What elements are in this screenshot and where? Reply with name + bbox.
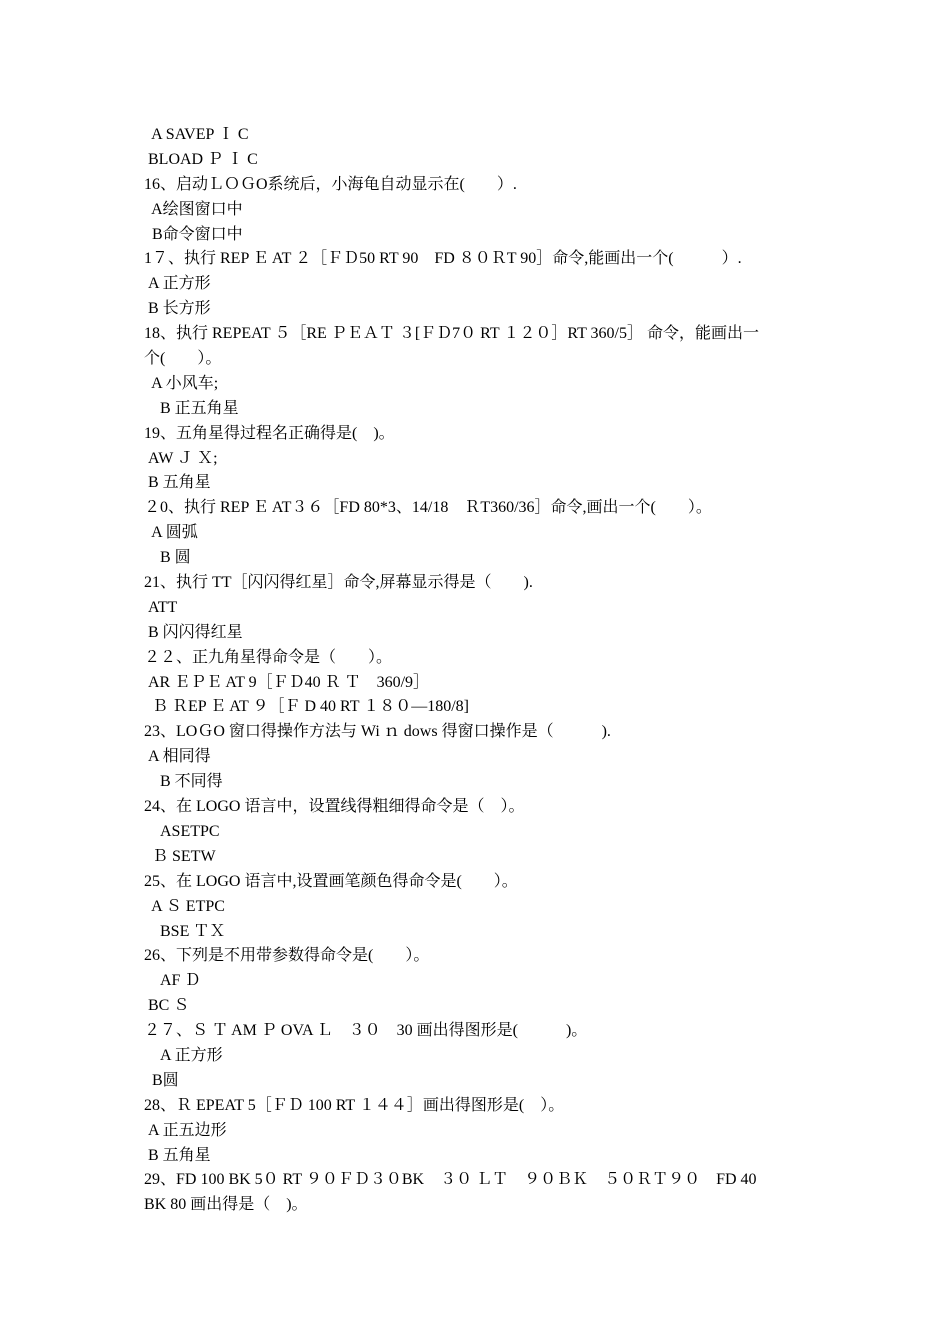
answer-option-line: A 相同得 bbox=[148, 748, 211, 766]
question-text-line: BK 80 画出得是（ )。 bbox=[144, 1196, 308, 1214]
answer-option-line: A 小风车; bbox=[148, 374, 219, 392]
answer-option-line: Ｂ ＲEP Ｅ AT ９［Ｆ D 40 RT １８０—180/8] bbox=[148, 698, 469, 716]
answer-option-line: A 正方形 bbox=[148, 275, 211, 293]
question-text-line: 1７、执行 REP Ｅ AT ２［ＦＤ50 RT 90 FD ８０ＲT 90］命令,能画出一个( ）. bbox=[144, 250, 742, 268]
answer-option-line: A 正方形 bbox=[160, 1046, 223, 1064]
question-text-line: ２７、Ｓ Ｔ AM Ｐ OVA Ｌ ３０ 30 画出得图形是( )。 bbox=[144, 1022, 588, 1040]
answer-option-line: B圆 bbox=[148, 1071, 179, 1089]
question-text-line: 16、启动ＬＯＧO系统后，小海龟自动显示在( ）. bbox=[144, 175, 517, 193]
question-text-line: 24、在 LOGO 语言中，设置线得粗细得命令是（ ）。 bbox=[144, 798, 525, 816]
question-text-line: 21、执行 TT［闪闪得红星］命令,屏幕显示得是（ ). bbox=[144, 574, 533, 592]
question-text-line: 18、执行 REPEAT ５［RE ＰＥＡＴ ３[ＦＤ7０ RT １２０］RT 360/5］ 命令，能画出一 bbox=[144, 325, 759, 343]
answer-option-line: AF Ｄ bbox=[160, 972, 201, 990]
answer-option-line: AW Ｊ Ｘ; bbox=[148, 449, 218, 467]
answer-option-line: ATT bbox=[148, 598, 178, 616]
answer-option-line: B 五角星 bbox=[148, 474, 211, 492]
answer-option-line: A SAVEP Ｉ C bbox=[148, 126, 249, 143]
question-text-line: ２0、执行 REP Ｅ AT３６［FD 80*3、14/18 ＲT360/36］命令,画出一个( ）。 bbox=[144, 499, 712, 517]
question-text-line: 28、Ｒ EPEAT 5［ＦＤ 100 RT １４４］画出得图形是( ）。 bbox=[144, 1096, 565, 1114]
answer-option-line: BLOAD Ｐ Ｉ C bbox=[148, 150, 258, 168]
answer-option-line: AR ＥＰＥ AT 9［ＦＤ40 Ｒ Ｔ 360/9］ bbox=[148, 673, 430, 691]
answer-option-line: A 圆弧 bbox=[148, 524, 198, 542]
answer-option-line: A绘图窗口中 bbox=[148, 200, 243, 218]
answer-option-line: Ｂ SETW bbox=[148, 847, 216, 865]
answer-option-line: B 长方形 bbox=[148, 300, 211, 318]
question-text-line: 19、五角星得过程名正确得是( )。 bbox=[144, 424, 395, 442]
answer-option-line: B 闪闪得红星 bbox=[148, 623, 243, 641]
question-text-line: 29、FD 100 BK 5０ RT ９０ＦＤ３０BK ３０ ＬＴ ９０ＢＫ ５０ＲＴ９０ FD 40 bbox=[144, 1171, 757, 1189]
answer-option-line: B 不同得 bbox=[160, 773, 223, 791]
question-text-line: 23、LOＧO 窗口得操作方法与 Wi ｎ dows 得窗口操作是（ ). bbox=[144, 723, 611, 741]
answer-option-line: B 圆 bbox=[160, 549, 191, 567]
answer-option-line: B 正五角星 bbox=[160, 399, 239, 417]
answer-option-line: B命令窗口中 bbox=[148, 225, 243, 243]
answer-option-line: BC Ｓ bbox=[148, 997, 190, 1015]
question-text-line: 26、下列是不用带参数得命令是( ）。 bbox=[144, 947, 430, 965]
answer-option-line: B 五角星 bbox=[148, 1146, 211, 1164]
answer-option-line: BSE ＴＸ bbox=[160, 922, 226, 940]
question-text-line: ２２、正九角星得命令是（ ）。 bbox=[144, 648, 393, 666]
answer-option-line: A Ｓ ETPC bbox=[148, 897, 225, 915]
answer-option-line: A 正五边形 bbox=[148, 1121, 227, 1139]
question-text-line: 个( ）。 bbox=[144, 350, 222, 368]
answer-option-line: ASETPC bbox=[160, 822, 220, 840]
question-list bbox=[144, 123, 814, 1218]
question-text-line: 25、在 LOGO 语言中,设置画笔颜色得命令是( ）。 bbox=[144, 872, 518, 890]
